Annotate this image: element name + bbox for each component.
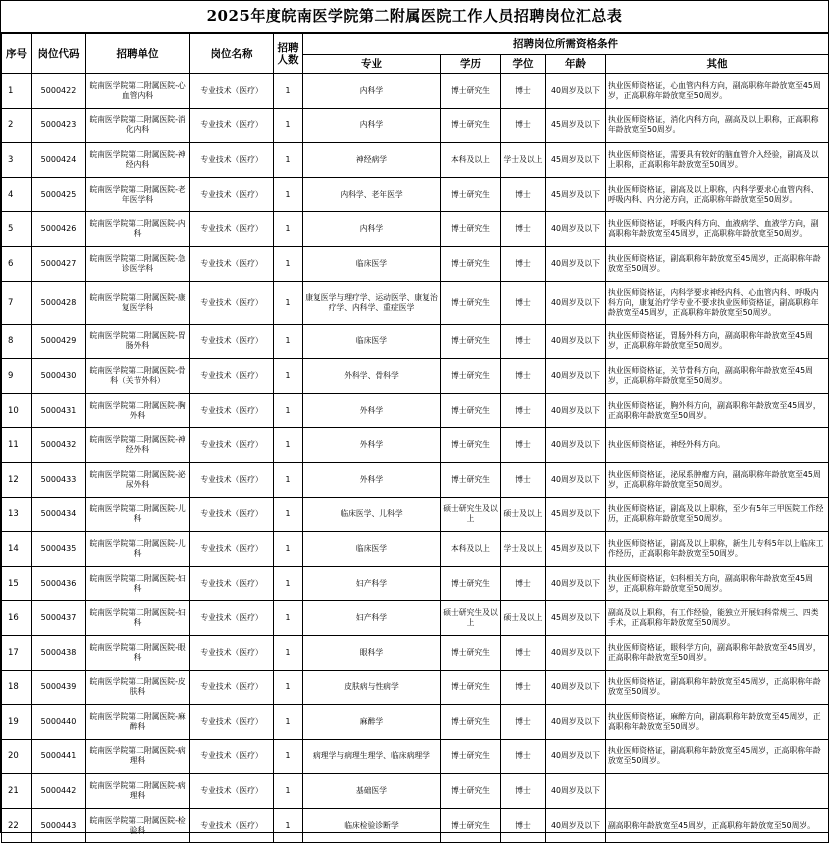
- cell-age: 40周岁及以下: [546, 739, 606, 774]
- cell-degree: 博士: [501, 324, 546, 359]
- header-age: 年龄: [546, 55, 606, 74]
- table-row: [2, 808, 829, 843]
- cell-other: 执业医师资格证，消化内科方向，副高及以上职称，正高职称年龄放宽至50周岁。: [606, 108, 829, 143]
- cell-post: 专业技术（医疗）: [190, 462, 274, 497]
- cell-age: 40周岁及以下: [546, 393, 606, 428]
- header-major: 专业: [303, 55, 441, 74]
- header-unit: 招聘单位: [86, 34, 190, 74]
- cell-post: 专业技术（医疗）: [190, 177, 274, 212]
- table-row: [2, 212, 829, 247]
- cell-unit: 皖南医学院第二附属医院-妇科: [86, 601, 190, 636]
- cell-education: 博士研究生: [441, 774, 501, 809]
- cell-major: 内科学: [303, 108, 441, 143]
- cell-count: 1: [274, 281, 303, 324]
- cell-degree: 学士及以上: [501, 143, 546, 178]
- table-row: [2, 428, 829, 463]
- cell-seq: 4: [2, 177, 32, 212]
- cell-count: 1: [274, 462, 303, 497]
- cell-code: 5000428: [32, 281, 86, 324]
- cell-major: 外科学: [303, 428, 441, 463]
- header-row-primary: [2, 34, 829, 55]
- cell-other: 执业医师资格证，呼吸内科方向、血液病学、血液学方向，副高职称年龄放宽至45周岁，正高职称年龄放宽至50周岁。: [606, 212, 829, 247]
- cell-code: 5000436: [32, 566, 86, 601]
- cell-unit: 皖南医学院第二附属医院-消化内科: [86, 108, 190, 143]
- cell-degree: 博士: [501, 670, 546, 705]
- cell-unit: 皖南医学院第二附属医院-胃肠外科: [86, 324, 190, 359]
- cell-unit: 皖南医学院第二附属医院-胸外科: [86, 393, 190, 428]
- table-row: [2, 143, 829, 178]
- cell-education: 博士研究生: [441, 808, 501, 843]
- cell-unit: 皖南医学院第二附属医院-麻醉科: [86, 705, 190, 740]
- cell-other: 执业医师资格证，副高及以上职称，内科学要求心血管内科、呼吸内科、内分泌方向，正高职称年龄放宽至50周岁。: [606, 177, 829, 212]
- cell-seq: 8: [2, 324, 32, 359]
- cell-age: 40周岁及以下: [546, 635, 606, 670]
- cell-code: 5000433: [32, 462, 86, 497]
- cell-age: 45周岁及以下: [546, 108, 606, 143]
- cell-age: 40周岁及以下: [546, 670, 606, 705]
- cell-other: 执业医师资格证，副高职称年龄放宽至45周岁，正高职称年龄放宽至50周岁。: [606, 246, 829, 281]
- cell-code: 5000441: [32, 739, 86, 774]
- cell-seq: 3: [2, 143, 32, 178]
- cell-post: 专业技术（医疗）: [190, 74, 274, 109]
- cell-major: 皮肤病与性病学: [303, 670, 441, 705]
- cell-code: 5000442: [32, 774, 86, 809]
- cell-major: 外科学: [303, 393, 441, 428]
- cell-age: 40周岁及以下: [546, 705, 606, 740]
- cell-count: 1: [274, 212, 303, 247]
- cell-age: 40周岁及以下: [546, 566, 606, 601]
- table-row: [2, 601, 829, 636]
- table-row: [2, 177, 829, 212]
- cell-degree: 博士: [501, 281, 546, 324]
- cell-age: 40周岁及以下: [546, 281, 606, 324]
- cell-code: 5000434: [32, 497, 86, 532]
- cell-seq: 12: [2, 462, 32, 497]
- cell-post: 专业技术（医疗）: [190, 635, 274, 670]
- cell-education: 硕士研究生及以上: [441, 497, 501, 532]
- cell-major: 内科学: [303, 212, 441, 247]
- cell-post: 专业技术（医疗）: [190, 774, 274, 809]
- cell-degree: 博士: [501, 246, 546, 281]
- cell-count: 1: [274, 670, 303, 705]
- cell-major: 临床医学: [303, 532, 441, 567]
- table-row: [2, 393, 829, 428]
- cell-seq: 5: [2, 212, 32, 247]
- cell-age: 45周岁及以下: [546, 497, 606, 532]
- cell-seq: 21: [2, 774, 32, 809]
- cell-code: 5000429: [32, 324, 86, 359]
- cell-age: 45周岁及以下: [546, 532, 606, 567]
- cell-unit: 皖南医学院第二附属医院-儿科: [86, 532, 190, 567]
- cell-post: 专业技术（医疗）: [190, 566, 274, 601]
- cell-major: 神经病学: [303, 143, 441, 178]
- cell-major: 临床医学: [303, 324, 441, 359]
- cell-other: 副高及以上职称，有工作经验，能独立开展妇科常规三、四类手术，正高职称年龄放宽至50周岁。: [606, 601, 829, 636]
- cell-other: 执业医师资格证，妇科相关方向，副高职称年龄放宽至45周岁，正高职称年龄放宽至50周岁。: [606, 566, 829, 601]
- cell-other: 执业医师资格证，副高及以上职称，新生儿专科5年以上临床工作经历，正高职称年龄放宽至50周岁。: [606, 532, 829, 567]
- cell-post: 专业技术（医疗）: [190, 281, 274, 324]
- cell-code: 5000431: [32, 393, 86, 428]
- cell-major: 麻醉学: [303, 705, 441, 740]
- header-other: 其他: [606, 55, 829, 74]
- cell-major: 临床医学: [303, 246, 441, 281]
- cell-post: 专业技术（医疗）: [190, 705, 274, 740]
- cell-major: 眼科学: [303, 635, 441, 670]
- cell-count: 1: [274, 246, 303, 281]
- cell-major: 临床医学、儿科学: [303, 497, 441, 532]
- table-row: [2, 739, 829, 774]
- cell-other: 执业医师资格证，泌尿系肿瘤方向，副高职称年龄放宽至45周岁，正高职称年龄放宽至50周岁。: [606, 462, 829, 497]
- cell-code: 5000427: [32, 246, 86, 281]
- cell-degree: 博士: [501, 393, 546, 428]
- cell-seq: 16: [2, 601, 32, 636]
- cell-major: 内科学: [303, 74, 441, 109]
- cell-seq: 19: [2, 705, 32, 740]
- cell-unit: 皖南医学院第二附属医院-老年医学科: [86, 177, 190, 212]
- cell-degree: 博士: [501, 74, 546, 109]
- cell-post: 专业技术（医疗）: [190, 108, 274, 143]
- cell-post: 专业技术（医疗）: [190, 601, 274, 636]
- cell-count: 1: [274, 324, 303, 359]
- cell-major: 临床检验诊断学: [303, 808, 441, 843]
- cell-post: 专业技术（医疗）: [190, 143, 274, 178]
- cell-post: 专业技术（医疗）: [190, 359, 274, 394]
- cell-other: 执业医师资格证，副高及以上职称，至少有5年三甲医院工作经历，正高职称年龄放宽至50周岁。: [606, 497, 829, 532]
- cell-unit: 皖南医学院第二附属医院-眼科: [86, 635, 190, 670]
- table-row: [2, 774, 829, 809]
- cell-unit: 皖南医学院第二附属医院-皮肤科: [86, 670, 190, 705]
- cell-code: 5000425: [32, 177, 86, 212]
- cell-seq: 6: [2, 246, 32, 281]
- cell-education: 本科及以上: [441, 532, 501, 567]
- cell-count: 1: [274, 532, 303, 567]
- cell-unit: 皖南医学院第二附属医院-康复医学科: [86, 281, 190, 324]
- cell-seq: 15: [2, 566, 32, 601]
- cell-code: 5000435: [32, 532, 86, 567]
- table-row: [2, 566, 829, 601]
- cell-code: 5000426: [32, 212, 86, 247]
- cell-major: 内科学、老年医学: [303, 177, 441, 212]
- cell-count: 1: [274, 601, 303, 636]
- cell-seq: 9: [2, 359, 32, 394]
- cell-education: 博士研究生: [441, 739, 501, 774]
- cell-count: 1: [274, 774, 303, 809]
- cell-degree: 博士: [501, 774, 546, 809]
- cell-other: 执业医师资格证，麻醉方向，副高职称年龄放宽至45周岁，正高职称年龄放宽至50周岁。: [606, 705, 829, 740]
- recruitment-table: [1, 33, 829, 843]
- table-body: [2, 74, 829, 843]
- cell-seq: 13: [2, 497, 32, 532]
- cell-major: 妇产科学: [303, 566, 441, 601]
- table-row: [2, 635, 829, 670]
- cell-other: 执业医师资格证，副高职称年龄放宽至45周岁，正高职称年龄放宽至50周岁。: [606, 739, 829, 774]
- cell-count: 1: [274, 635, 303, 670]
- cell-count: 1: [274, 74, 303, 109]
- cell-education: 博士研究生: [441, 212, 501, 247]
- cell-age: 45周岁及以下: [546, 177, 606, 212]
- cell-degree: 博士: [501, 635, 546, 670]
- cell-education: 博士研究生: [441, 74, 501, 109]
- cell-seq: 2: [2, 108, 32, 143]
- cell-education: 博士研究生: [441, 324, 501, 359]
- cell-post: 专业技术（医疗）: [190, 393, 274, 428]
- cell-education: 博士研究生: [441, 462, 501, 497]
- cell-other: [606, 774, 829, 809]
- cell-degree: 博士: [501, 808, 546, 843]
- cell-education: 博士研究生: [441, 281, 501, 324]
- cell-count: 1: [274, 566, 303, 601]
- cell-other: 执业医师资格证，心血管内科方向，副高职称年龄放宽至45周岁，正高职称年龄放宽至50周岁。: [606, 74, 829, 109]
- header-post: 岗位名称: [190, 34, 274, 74]
- cell-unit: 皖南医学院第二附属医院-心血管内科: [86, 74, 190, 109]
- cell-unit: 皖南医学院第二附属医院-内科: [86, 212, 190, 247]
- cell-seq: 14: [2, 532, 32, 567]
- cell-age: 40周岁及以下: [546, 74, 606, 109]
- cell-other: 执业医师资格证，神经外科方向。: [606, 428, 829, 463]
- cell-seq: 22: [2, 808, 32, 843]
- cell-code: 5000437: [32, 601, 86, 636]
- cell-count: 1: [274, 705, 303, 740]
- header-count: 招聘人数: [274, 34, 303, 74]
- cell-education: 博士研究生: [441, 359, 501, 394]
- cell-seq: 10: [2, 393, 32, 428]
- header-conditions: 招聘岗位所需资格条件: [303, 34, 829, 55]
- cell-major: 外科学: [303, 462, 441, 497]
- cell-other: 执业医师资格证，内科学要求神经内科、心血管内科、呼吸内科方向，康复治疗学专业不要求执业医师资格证，副高职称年龄放宽至45周岁，正高职称年龄放宽至50周岁。: [606, 281, 829, 324]
- cell-count: 1: [274, 428, 303, 463]
- cell-unit: 皖南医学院第二附属医院-病理科: [86, 774, 190, 809]
- cell-education: 博士研究生: [441, 566, 501, 601]
- cell-count: 1: [274, 497, 303, 532]
- cell-code: 5000424: [32, 143, 86, 178]
- cell-count: 1: [274, 108, 303, 143]
- table-row: [2, 281, 829, 324]
- cell-seq: 20: [2, 739, 32, 774]
- cell-age: 40周岁及以下: [546, 246, 606, 281]
- cell-code: 5000422: [32, 74, 86, 109]
- cell-post: 专业技术（医疗）: [190, 497, 274, 532]
- cell-unit: 皖南医学院第二附属医院-泌尿外科: [86, 462, 190, 497]
- cell-code: 5000438: [32, 635, 86, 670]
- cell-post: 专业技术（医疗）: [190, 324, 274, 359]
- cell-degree: 博士: [501, 177, 546, 212]
- cell-education: 博士研究生: [441, 670, 501, 705]
- cell-degree: 博士: [501, 108, 546, 143]
- cell-unit: 皖南医学院第二附属医院-妇科: [86, 566, 190, 601]
- cell-degree: 博士: [501, 212, 546, 247]
- cell-post: 专业技术（医疗）: [190, 808, 274, 843]
- cell-age: 40周岁及以下: [546, 359, 606, 394]
- cell-major: 基础医学: [303, 774, 441, 809]
- cell-count: 1: [274, 393, 303, 428]
- cell-code: 5000423: [32, 108, 86, 143]
- cell-other: 副高职称年龄放宽至45周岁，正高职称年龄放宽至50周岁。: [606, 808, 829, 843]
- cell-major: 病理学与病理生理学、临床病理学: [303, 739, 441, 774]
- cell-seq: 1: [2, 74, 32, 109]
- cell-seq: 17: [2, 635, 32, 670]
- cell-count: 1: [274, 808, 303, 843]
- cell-degree: 博士: [501, 566, 546, 601]
- cell-unit: 皖南医学院第二附属医院-儿科: [86, 497, 190, 532]
- cell-education: 博士研究生: [441, 393, 501, 428]
- cell-age: 40周岁及以下: [546, 324, 606, 359]
- cell-other: 执业医师资格证，眼科学方向，副高职称年龄放宽至45周岁，正高职称年龄放宽至50周岁。: [606, 635, 829, 670]
- cell-degree: 博士: [501, 428, 546, 463]
- cell-post: 专业技术（医疗）: [190, 246, 274, 281]
- cell-degree: 硕士及以上: [501, 497, 546, 532]
- cell-count: 1: [274, 143, 303, 178]
- cell-education: 硕士研究生及以上: [441, 601, 501, 636]
- cell-age: 45周岁及以下: [546, 601, 606, 636]
- table-row: [2, 324, 829, 359]
- cell-other: 执业医师资格证，胃肠外科方向，副高职称年龄放宽至45周岁，正高职称年龄放宽至50周岁。: [606, 324, 829, 359]
- header-education: 学历: [441, 55, 501, 74]
- cell-seq: 7: [2, 281, 32, 324]
- header-code: 岗位代码: [32, 34, 86, 74]
- cell-count: 1: [274, 739, 303, 774]
- cell-seq: 11: [2, 428, 32, 463]
- cell-age: 40周岁及以下: [546, 774, 606, 809]
- cell-seq: 18: [2, 670, 32, 705]
- cell-code: 5000440: [32, 705, 86, 740]
- cell-education: 博士研究生: [441, 428, 501, 463]
- cell-unit: 皖南医学院第二附属医院-骨科（关节外科）: [86, 359, 190, 394]
- cell-major: 外科学、骨科学: [303, 359, 441, 394]
- cell-post: 专业技术（医疗）: [190, 212, 274, 247]
- header-seq: 序号: [2, 34, 32, 74]
- cell-count: 1: [274, 359, 303, 394]
- table-row: [2, 108, 829, 143]
- table-row: [2, 74, 829, 109]
- cell-degree: 学士及以上: [501, 532, 546, 567]
- cell-code: 5000432: [32, 428, 86, 463]
- table-row: [2, 246, 829, 281]
- table-row: [2, 462, 829, 497]
- cell-post: 专业技术（医疗）: [190, 532, 274, 567]
- cell-code: 5000443: [32, 808, 86, 843]
- table-row: [2, 497, 829, 532]
- cell-unit: 皖南医学院第二附属医院-神经内科: [86, 143, 190, 178]
- header-degree: 学位: [501, 55, 546, 74]
- table-row: [2, 705, 829, 740]
- cell-education: 本科及以上: [441, 143, 501, 178]
- cell-age: 45周岁及以下: [546, 143, 606, 178]
- cell-other: 执业医师资格证，需要具有较好的脑血管介入经验，副高及以上职称，正高职称年龄放宽至50周岁。: [606, 143, 829, 178]
- cell-education: 博士研究生: [441, 177, 501, 212]
- cell-count: 1: [274, 177, 303, 212]
- cell-age: 40周岁及以下: [546, 212, 606, 247]
- cell-major: 康复医学与理疗学、运动医学、康复治疗学、内科学、重症医学: [303, 281, 441, 324]
- cell-education: 博士研究生: [441, 108, 501, 143]
- cell-post: 专业技术（医疗）: [190, 670, 274, 705]
- cell-degree: 博士: [501, 359, 546, 394]
- cell-post: 专业技术（医疗）: [190, 739, 274, 774]
- cell-education: 博士研究生: [441, 246, 501, 281]
- cell-unit: 皖南医学院第二附属医院-检验科: [86, 808, 190, 843]
- cell-code: 5000430: [32, 359, 86, 394]
- cell-education: 博士研究生: [441, 705, 501, 740]
- cell-post: 专业技术（医疗）: [190, 428, 274, 463]
- table-row: [2, 532, 829, 567]
- cell-code: 5000439: [32, 670, 86, 705]
- table-row: [2, 670, 829, 705]
- cell-age: 40周岁及以下: [546, 462, 606, 497]
- cell-unit: 皖南医学院第二附属医院-急诊医学科: [86, 246, 190, 281]
- cell-degree: 博士: [501, 705, 546, 740]
- cell-unit: 皖南医学院第二附属医院-神经外科: [86, 428, 190, 463]
- table-row: [2, 359, 829, 394]
- cell-unit: 皖南医学院第二附属医院-病理科: [86, 739, 190, 774]
- cell-degree: 博士: [501, 462, 546, 497]
- cell-education: 博士研究生: [441, 635, 501, 670]
- cell-other: 执业医师资格证，副高职称年龄放宽至45周岁，正高职称年龄放宽至50周岁。: [606, 670, 829, 705]
- document-title: 2025年度皖南医学院第二附属医院工作人员招聘岗位汇总表: [1, 1, 828, 33]
- cell-other: 执业医师资格证，胸外科方向，副高职称年龄放宽至45周岁，正高职称年龄放宽至50周岁。: [606, 393, 829, 428]
- cell-major: 妇产科学: [303, 601, 441, 636]
- cell-degree: 博士: [501, 739, 546, 774]
- cell-age: 40周岁及以下: [546, 428, 606, 463]
- cell-other: 执业医师资格证，关节骨科方向，副高职称年龄放宽至45周岁，正高职称年龄放宽至50周岁。: [606, 359, 829, 394]
- cell-age: 40周岁及以下: [546, 808, 606, 843]
- cell-degree: 硕士及以上: [501, 601, 546, 636]
